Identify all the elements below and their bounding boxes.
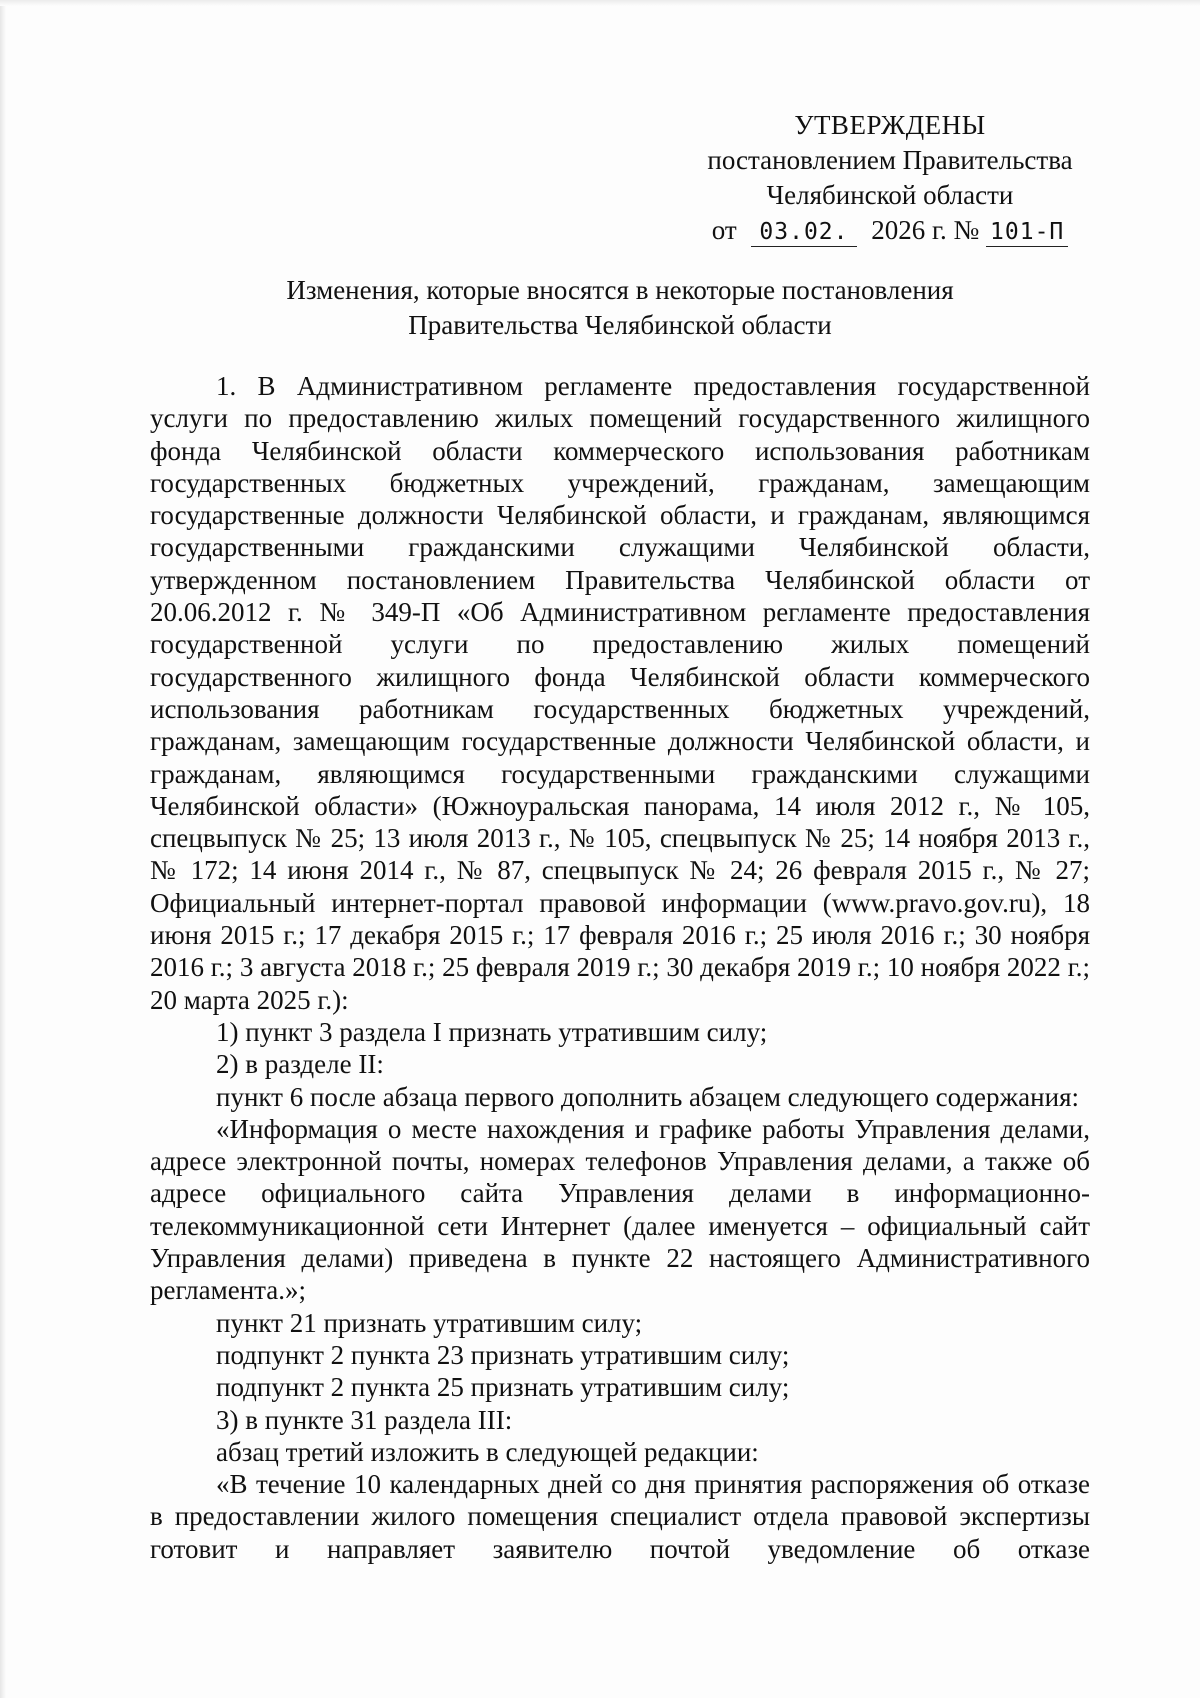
year-text: 2026 г. № bbox=[871, 215, 980, 245]
paragraph: «Информация о месте нахождения и графике работы Управления делами, адресе электронной почты, номерах телефонов Управления делами, а также об адресе официального сайта Управления делами в информационно-телекоммуникационной сети Интернет (далее именуется – официальный сайт Управления делами) приведена в пункте 22 настоящего Административного регламента.»; bbox=[150, 1113, 1090, 1306]
scan-edge bbox=[0, 0, 6, 1698]
document-body bbox=[150, 370, 1090, 1565]
approval-block bbox=[690, 108, 1090, 248]
paragraph: 2) в разделе II: bbox=[216, 1049, 384, 1080]
paragraph: пункт 6 после абзаца первого дополнить абзацем следующего содержания: bbox=[216, 1081, 1079, 1112]
document-title bbox=[150, 273, 1090, 343]
title-line: Правительства Челябинской области bbox=[408, 310, 832, 340]
handwritten-date: 03.02. bbox=[751, 218, 856, 247]
scan-edge bbox=[0, 0, 1200, 6]
paragraph: подпункт 2 пункта 23 признать утратившим силу; bbox=[216, 1339, 790, 1370]
title-line: Изменения, которые вносятся в некоторые постановления bbox=[286, 275, 954, 305]
approval-line: постановлением Правительства bbox=[707, 145, 1073, 175]
paragraph: абзац третий изложить в следующей редакции: bbox=[216, 1436, 759, 1467]
paragraph: подпункт 2 пункта 25 признать утратившим силу; bbox=[216, 1372, 790, 1403]
approval-date-row bbox=[690, 213, 1090, 248]
approval-title: УТВЕРЖДЕНЫ bbox=[794, 110, 986, 140]
handwritten-number: 101-П bbox=[986, 218, 1068, 247]
paragraph: пункт 21 признать утратившим силу; bbox=[216, 1307, 643, 1338]
approval-line: Челябинской области bbox=[766, 180, 1014, 210]
paragraph: «В течение 10 календарных дней со дня принятия распоряжения об отказе в предоставлении жилого помещения специалист отдела правовой экспертизы готовит и направляет заявителю почтой уведомление об отказе bbox=[150, 1469, 1090, 1564]
paragraph: 1) пункт 3 раздела I признать утратившим силу; bbox=[216, 1016, 768, 1047]
from-prefix: от bbox=[711, 215, 737, 245]
paragraph: 1. В Административном регламенте предоставления государственной услуги по предоставлению жилых помещений государственного жилищного фонда Челябинской области коммерческого использования работникам государственных бюджетных учреждений, гражданам, замещающим государственные должности Челябинской области, и гражданам, являющимся государственными гражданскими служащими Челябинской области, утвержденном постановлением Правительства Челябинской области от 20.06.2012 г. № 349-П «Об Административном регламенте предоставления государственной услуги по предоставлению жилых помещений государственного жилищного фонда Челябинской области коммерческого использования работникам государственных бюджетных учреждений, гражданам, замещающим государственные должности Челябинской области, и гражданам, являющимся государственными гражданскими служащими Челябинской области» (Южноуральская панорама, 14 июля 2012 г., № 105, спецвыпуск № 25; 13 июля 2013 г., № 105, спецвыпуск № 25; 14 ноября 2013 г., № 172; 14 июня 2014 г., № 87, спецвыпуск № 24; 26 февраля 2015 г., № 27; Официальный интернет-портал правовой информации (www.pravo.gov.ru), 18 июня 2015 г.; 17 декабря 2015 г.; 17 февраля 2016 г.; 25 июля 2016 г.; 30 ноября 2016 г.; 3 августа 2018 г.; 25 февраля 2019 г.; 30 декабря 2019 г.; 10 ноября 2022 г.; 20 марта 2025 г.): bbox=[150, 371, 1090, 1015]
paragraph: 3) в пункте 31 раздела III: bbox=[216, 1404, 513, 1435]
